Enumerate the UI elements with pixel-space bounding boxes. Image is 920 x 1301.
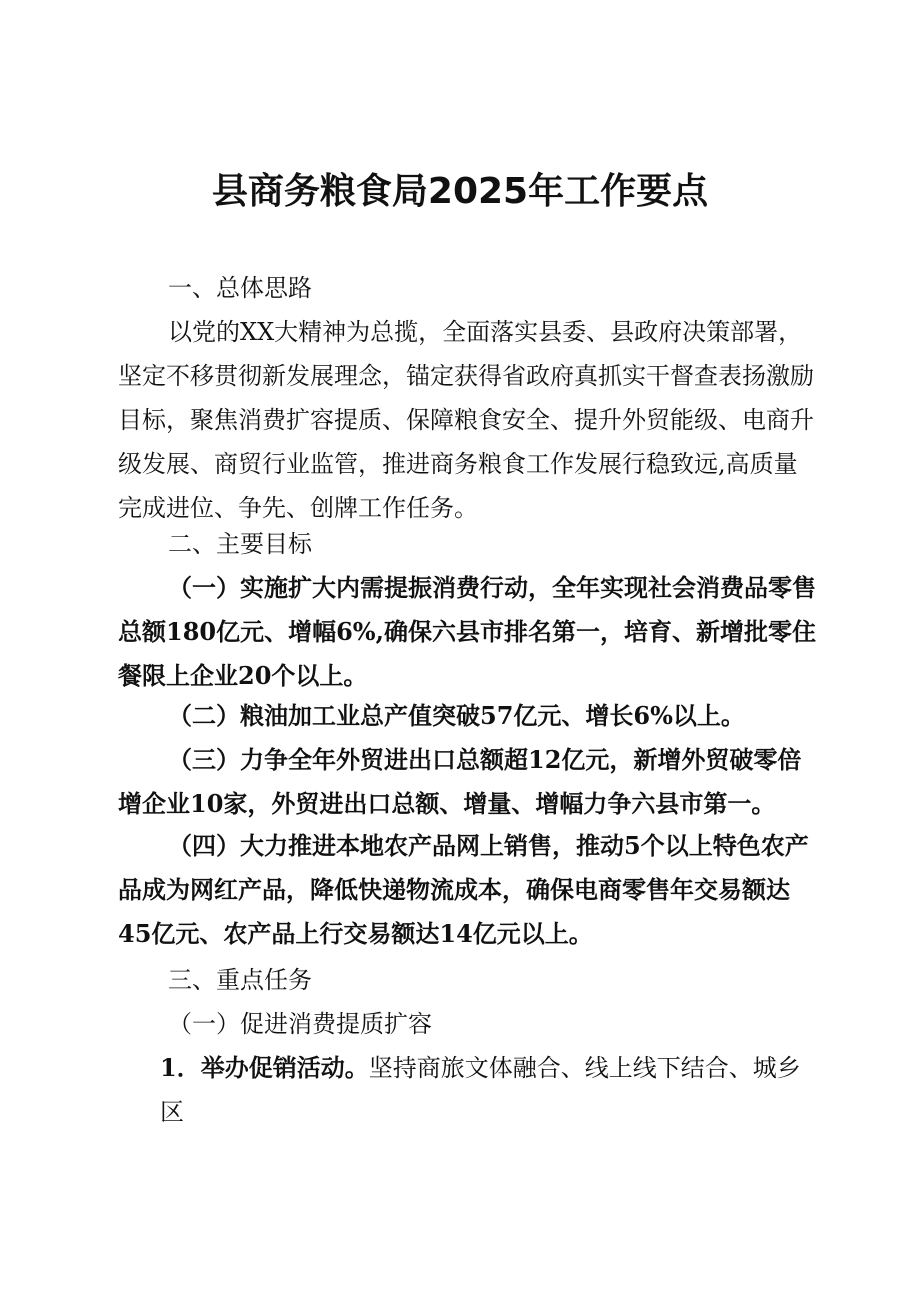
section-2-item-2: （二）粮油加工业总产值突破57亿元、增长6%以上。 bbox=[168, 701, 745, 730]
section-2-heading: 二、主要目标 bbox=[168, 530, 312, 558]
section-3-subheading-1: （一）促进消费提质扩容 bbox=[168, 1010, 432, 1038]
section-2-item-1: （一）实施扩大内需提振消费行动，全年实现社会消费品零售总额180亿元、增幅6%,确保六县市排名第一，培育、新增批零住餐限上企业20个以上。 bbox=[118, 573, 816, 690]
document-title: 县商务粮食局2025年工作要点 bbox=[211, 171, 709, 212]
section-3-heading: 三、重点任务 bbox=[168, 966, 312, 994]
section-1-body: 以党的XX大精神为总揽，全面落实县委、县政府决策部署，坚定不移贯彻新发展理念，锚定获得省政府真抓实干督查表扬激励目标，聚焦消费扩容提质、保障粮食安全、提升外贸能级、电商升级发展、商贸行业监管，推进商务粮食工作发展行稳致远,高质量完成进位、争先、创牌工作任务。 bbox=[118, 318, 814, 522]
section-3-item-1-lead: 1．举办促销活动。 bbox=[160, 1053, 369, 1082]
section-3-item-1-body: 坚持商旅文体融合、线上线下结合、城乡区 bbox=[160, 1054, 801, 1126]
section-1-heading: 一、总体思路 bbox=[168, 274, 312, 302]
section-3-item-1 bbox=[160, 1046, 820, 1134]
section-2-item-3: （三）力争全年外贸进出口总额超12亿元，新增外贸破零倍增企业10家，外贸进出口总额、增量、增幅力争六县市第一。 bbox=[118, 745, 802, 818]
section-2-item-4: （四）大力推进本地农产品网上销售，推动5个以上特色农产品成为网红产品，降低快递物流成本，确保电商零售年交易额达45亿元、农产品上行交易额达14亿元以上。 bbox=[118, 831, 809, 948]
